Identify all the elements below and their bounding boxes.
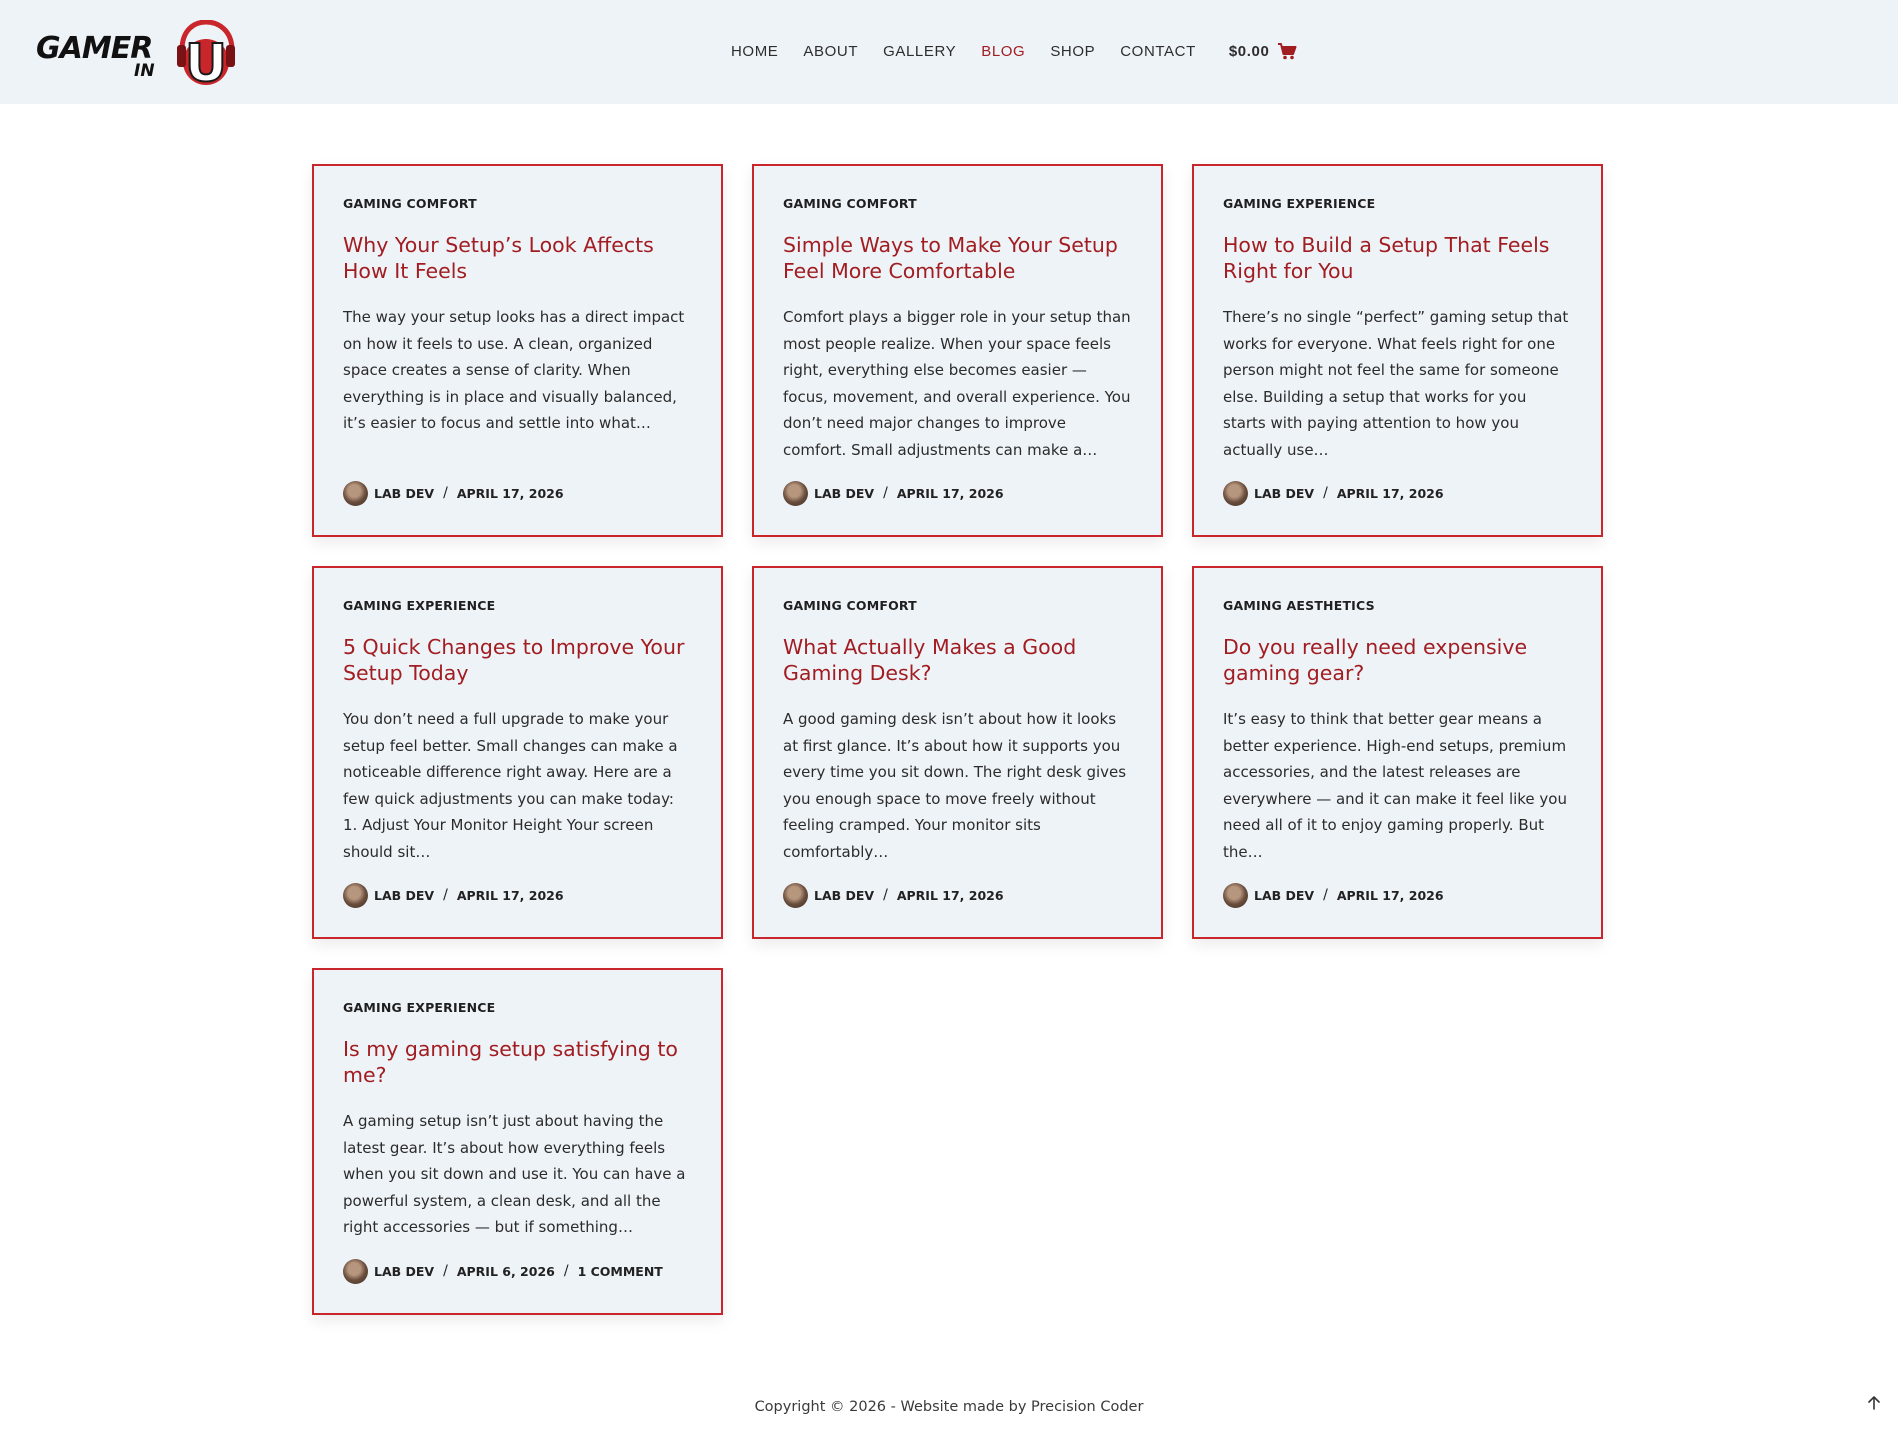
post-title[interactable]: Simple Ways to Make Your Setup Feel More Comfortable <box>783 233 1118 283</box>
post-excerpt: A good gaming desk isn’t about how it looks at first glance. It’s about how it supports you every time you sit down. The right desk gives you enough space to move freely without feeling cramped. Your monitor sits comfortably… <box>783 710 1127 861</box>
post-date[interactable]: APRIL 17, 2026 <box>456 485 564 501</box>
post-author[interactable]: LAB DEV <box>814 887 875 903</box>
post-title[interactable]: 5 Quick Changes to Improve Your Setup Today <box>343 635 685 685</box>
post-meta <box>783 882 1132 908</box>
meta-separator: / <box>443 485 448 501</box>
post-card <box>752 164 1163 537</box>
post-title[interactable]: What Actually Makes a Good Gaming Desk? <box>783 635 1077 685</box>
author-avatar[interactable] <box>783 481 808 506</box>
post-date[interactable]: APRIL 17, 2026 <box>456 887 564 903</box>
nav-blog[interactable]: BLOG <box>981 42 1026 60</box>
post-meta <box>343 480 692 506</box>
post-excerpt: The way your setup looks has a direct impact on how it feels to use. A clean, organized space creates a sense of clarity. When everything is in place and visually balanced, it’s easier to focus and settle into what… <box>343 308 685 432</box>
post-category[interactable]: GAMING EXPERIENCE <box>343 1000 496 1015</box>
logo-main: GAMER <box>36 31 153 66</box>
nav-about[interactable]: ABOUT <box>803 42 859 60</box>
main-nav <box>731 42 1297 60</box>
post-meta <box>343 1258 692 1284</box>
arrow-up-icon[interactable] <box>1864 1393 1884 1413</box>
author-avatar[interactable] <box>1223 883 1248 908</box>
post-meta <box>783 480 1132 506</box>
footer-copyright: Copyright © 2026 - Website made by Precision Coder <box>754 1399 1144 1415</box>
post-meta <box>1223 882 1572 908</box>
cart-link[interactable] <box>1229 42 1298 60</box>
post-title[interactable]: Is my gaming setup satisfying to me? <box>343 1037 678 1087</box>
post-excerpt: You don’t need a full upgrade to make your setup feel better. Small changes can make a noticeable difference right away. Here are a few quick adjustments you can make today: 1. Adjust Your Monitor Height Your screen should sit… <box>343 710 678 861</box>
post-category[interactable]: GAMING AESTHETICS <box>1223 598 1375 613</box>
author-avatar[interactable] <box>343 481 368 506</box>
nav-home[interactable]: HOME <box>731 42 779 60</box>
post-comments[interactable]: 1 COMMENT <box>577 1263 663 1279</box>
author-avatar[interactable] <box>783 883 808 908</box>
post-date[interactable]: APRIL 6, 2026 <box>456 1263 555 1279</box>
post-category[interactable]: GAMING EXPERIENCE <box>1223 196 1376 211</box>
post-card <box>312 566 723 939</box>
post-category[interactable]: GAMING COMFORT <box>783 598 917 613</box>
site-header <box>0 0 1898 104</box>
nav-gallery[interactable]: GALLERY <box>883 42 957 60</box>
meta-separator: / <box>1323 485 1328 501</box>
post-title[interactable]: Do you really need expensive gaming gear? <box>1223 635 1528 685</box>
post-excerpt: It’s easy to think that better gear means a better experience. High-end setups, premium accessories, and the latest releases are everywhere — and it can make it feel like you need all of it to enjoy gaming properly. But the… <box>1223 710 1567 861</box>
post-card <box>312 164 723 537</box>
post-title[interactable]: How to Build a Setup That Feels Right for You <box>1223 233 1550 283</box>
post-category[interactable]: GAMING COMFORT <box>783 196 917 211</box>
nav-contact[interactable]: CONTACT <box>1120 42 1196 60</box>
logo-letter: U <box>184 34 228 86</box>
author-avatar[interactable] <box>343 883 368 908</box>
cart-icon <box>1277 42 1297 60</box>
post-date[interactable]: APRIL 17, 2026 <box>896 887 1004 903</box>
logo-sub: IN <box>134 61 155 81</box>
meta-separator: / <box>883 485 888 501</box>
post-category[interactable]: GAMING EXPERIENCE <box>343 598 496 613</box>
post-date[interactable]: APRIL 17, 2026 <box>896 485 1004 501</box>
post-author[interactable]: LAB DEV <box>814 485 875 501</box>
cart-total: $0.00 <box>1228 42 1270 60</box>
post-excerpt: There’s no single “perfect” gaming setup that works for everyone. What feels right for one person might not feel the same for someone else. Building a setup that works for you starts with paying attention to how you actually use… <box>1223 308 1569 459</box>
post-card <box>1192 566 1603 939</box>
post-excerpt: A gaming setup isn’t just about having the latest gear. It’s about how everything feels when you sit down and use it. You can have a powerful system, a clean desk, and all the right accessories — but if something… <box>343 1112 686 1236</box>
post-title[interactable]: Why Your Setup’s Look Affects How It Feels <box>343 233 654 283</box>
post-date[interactable]: APRIL 17, 2026 <box>1336 887 1444 903</box>
meta-separator: / <box>883 887 888 903</box>
nav-shop[interactable]: SHOP <box>1050 42 1096 60</box>
meta-separator: / <box>443 887 448 903</box>
site-logo[interactable] <box>34 20 244 86</box>
post-author[interactable]: LAB DEV <box>374 887 435 903</box>
post-card <box>1192 164 1603 537</box>
post-meta <box>343 882 692 908</box>
post-date[interactable]: APRIL 17, 2026 <box>1336 485 1444 501</box>
meta-separator: / <box>443 1263 448 1279</box>
author-avatar[interactable] <box>1223 481 1248 506</box>
author-avatar[interactable] <box>343 1259 368 1284</box>
post-author[interactable]: LAB DEV <box>1254 485 1315 501</box>
post-author[interactable]: LAB DEV <box>1254 887 1315 903</box>
post-author[interactable]: LAB DEV <box>374 485 435 501</box>
post-author[interactable]: LAB DEV <box>374 1263 435 1279</box>
post-card <box>752 566 1163 939</box>
meta-separator: / <box>1323 887 1328 903</box>
post-excerpt: Comfort plays a bigger role in your setup than most people realize. When your space feels right, everything else becomes easier — focus, movement, and overall experience. You don’t need major changes to improve comfort. Small adjustments can make a… <box>783 308 1131 459</box>
post-category[interactable]: GAMING COMFORT <box>343 196 477 211</box>
post-meta <box>1223 480 1572 506</box>
meta-separator: / <box>563 1263 569 1279</box>
post-card <box>312 968 723 1315</box>
